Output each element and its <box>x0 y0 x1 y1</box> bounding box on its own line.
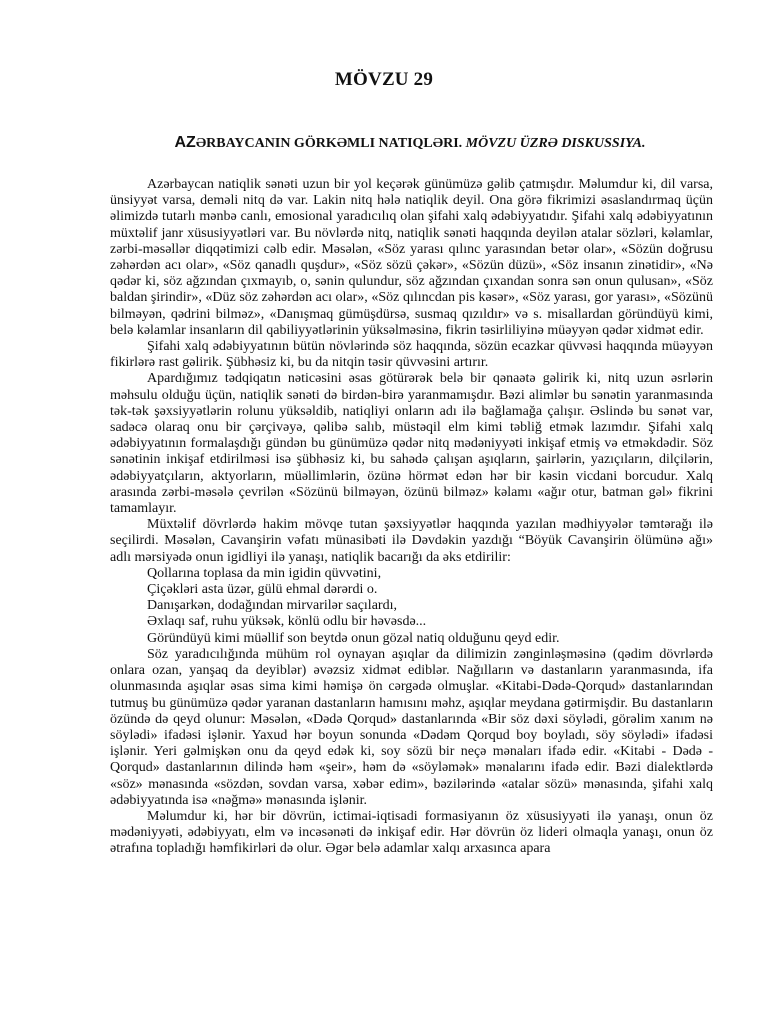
page-title: MÖVZU 29 <box>334 69 434 90</box>
paragraph-2: Şifahi xalq ədəbiyyatının bütün növlərində söz haqqında, sözün ecazkar qüvvəsi haqqında müəyyən fikirlərə rast gəlirik. Şübhəsiz ki, bu da nitqin təsir qüvvəsini artırır. <box>110 339 713 371</box>
paragraph-6: Söz yaradıcılığında mühüm rol oynayan aşıqlar da dilimizin zənginləşməsinə (qədim dövrlərdə onlara ozan, yanşaq da deyiblər) əvəzsiz xidmət ediblər. Nağılların və dastanların yaranmasında, ifa olunmasında aşıqlar əsas sima kimi həmişə ön cərgədə olmuşlar. «Kitabi-Dədə-Qorqud» dastanlarından tutmuş bu günümüzə qədər yaranan dastanların hamısını məhz, aşıqlar meydana gətirmişdir. Bu dastanların özündə də qeyd olunur: Məsələn, «Dədə Qorqud» dastanlarında «Bir söz dəxi söylədi, görəlim xanım nə söylədi» ifadəsi işlənir. Yaxud hər boyun sonunda «Dədəm Qorqud boy boyladı, söy söylədi» ifadəsi işlənir. Yeri gəlmişkən onu da qeyd edək ki, soy sözü bir neçə mənaları ifadə edir. «Kitabi - Dədə - Qorqud» dastanlarının dilində həm «şeir», həm də «söyləmək» mənalarını ifadə edir. Bəzi dialektlərdə «söz» mənasında «sözdən, sovdan varsa, xəbər edim», bəzilərində «atalar sözü» mənasında, şifahi xalq ədəbiyyatında isə «nəğmə» mənasında işlənir. <box>110 646 713 808</box>
body-text <box>110 177 713 858</box>
verse-line-3: Danışarkən, dodağından mirvarilər saçılardı, <box>147 598 397 614</box>
paragraph-1: Azərbaycan natiqlik sənəti uzun bir yol keçərək günümüzə gəlib çatmışdır. Məlumdur ki, dil varsa, ünsiyyət varsa, deməli nitq də var. Lakin nitq hələ natiqlik deyil. Ona görə fikrimizi əsaslandırmaq üçün əlimizdə tutarlı mənbə canlı, emosional yaradıcılıq olan şifahi xalq ədəbiyyatıdır. Şifahi xalq ədəbiyyatının müxtəlif janr xüsusiyyətləri var. Bu növlərdə nitq, natiqlik sənəti haqqında deyilən atalar sözləri, kəlamlar, zərbi-məsəllər diqqətimizi cəlb edir. Məsələn, «Söz yarası qılınc yarasından betər olar», «Sözün doğrusu zəhərdən acı olar», «Söz qanadlı quşdur», «Söz sözü çəkər», «Sözün düzü», «Söz insanın zinətidir», «Nə qədər ki, söz ağzından çıxmayıb, o, sənin qulundur, söz ağzından çıxandan sonra sən onun qulusan», «Söz baldan şirindir», «Düz söz zəhərdən acı olar», «Söz qılıncdan pis kəsər», «Söz yarası, gor yarası», «Sözünü bilməyən, qədrini bilməz», «Danışmaq gümüşdürsə, susmaq qızıldır» və s. misallardan göründüyü kimi, belə kəlamlar insanların dil qabiliyyətlərinin yüksəlməsinə, fikrin təsirliliyinə müəyyən qədər xidmət edir. <box>110 177 713 338</box>
paragraph-5: Göründüyü kimi müəllif son beytdə onun gözəl natiq olduğunu qeyd edir. <box>147 630 560 646</box>
verse-line-2: Çiçəkləri asta üzər, gülü ehmal dərərdi o. <box>147 582 378 598</box>
subtitle-main-text: ƏRBAYCANIN GÖRKƏMLI NATIQLƏRI. <box>195 136 466 151</box>
paragraph-7: Məlumdur ki, hər bir dövrün, ictimai-iqtisadi formasiyanın öz xüsusiyyəti ilə yanaşı, onun öz mədəniyyəti, ədəbiyyatı, elm və incəsənəti də inkişaf edir. Hər dövrün öz lideri olmaqla yanaşı, onun öz ətrafına topladığı həmfikirləri də olur. Əgər belə adamlar xalqı arxasınca apara <box>110 808 713 857</box>
subtitle-italic-text: MÖVZU ÜZRƏ DISKUSSIYA. <box>465 136 646 151</box>
verse-line-1: Qollarına toplasa da min igidin qüvvətini, <box>147 565 382 581</box>
verse-line-4: Əxlaqı saf, ruhu yüksək, könlü odlu bir həvəsdə... <box>147 614 427 630</box>
subtitle-initial-letters: AZ <box>174 134 196 151</box>
paragraph-3: Apardığımız tədqiqatın nəticəsini əsas götürərək belə bir qənaətə gəlirik ki, nitq uzun əsrlərin məhsulu olduğu üçün, natiqlik sənəti də birdən-birə yaranmamışdır. Bəzi alimlər bu sənətin yaranmasında tək-tək şəxsiyyətlərin rolunu yüksəldib, natiqliyi onların adı ilə bağlamağa çalışır. Əslində bu sənət var, sadəcə olaraq onu bir çərçivəyə, qəlibə salıb, müstəqil elm kimi təbliğ etmək lazımdır. Şifahi xalq ədəbiyyatının formalaşdığı gündən bu günümüzə qədər nitq mədəniyyəti inkişaf etmiş və etməkdədir. Söz sənətinin inkişaf etdirilməsi isə şübhəsiz ki, bu sahədə çalışan aşıqların, şairlərin, yazıçıların, dilçilərin, ədəbiyyatçıların, aktyorların, müəllimlərin, özünə hörmət edən hər bir kəsin vicdani borcudur. Xalq arasında zərbi-məsələ çevrilən «Sözünü bilməyən, özünü bilməz» kəlamı «ağır otur, batman gəl» fikrini tamamlayır. <box>110 371 713 517</box>
paragraph-4: Müxtəlif dövrlərdə hakim mövqe tutan şəxsiyyətlər haqqında yazılan mədhiyyələr təmtərağı ilə seçilirdi. Məsələn, Cavanşirin vəfatı münasibəti ilə Dəvdəkin yazdığı “Böyük Cavanşirin ölümünə ağı» adlı mərsiyədə onun igidliyi ilə yanaşı, natiqlik bacarığı da əks etdirilir: <box>110 517 713 565</box>
section-subtitle <box>100 134 720 152</box>
